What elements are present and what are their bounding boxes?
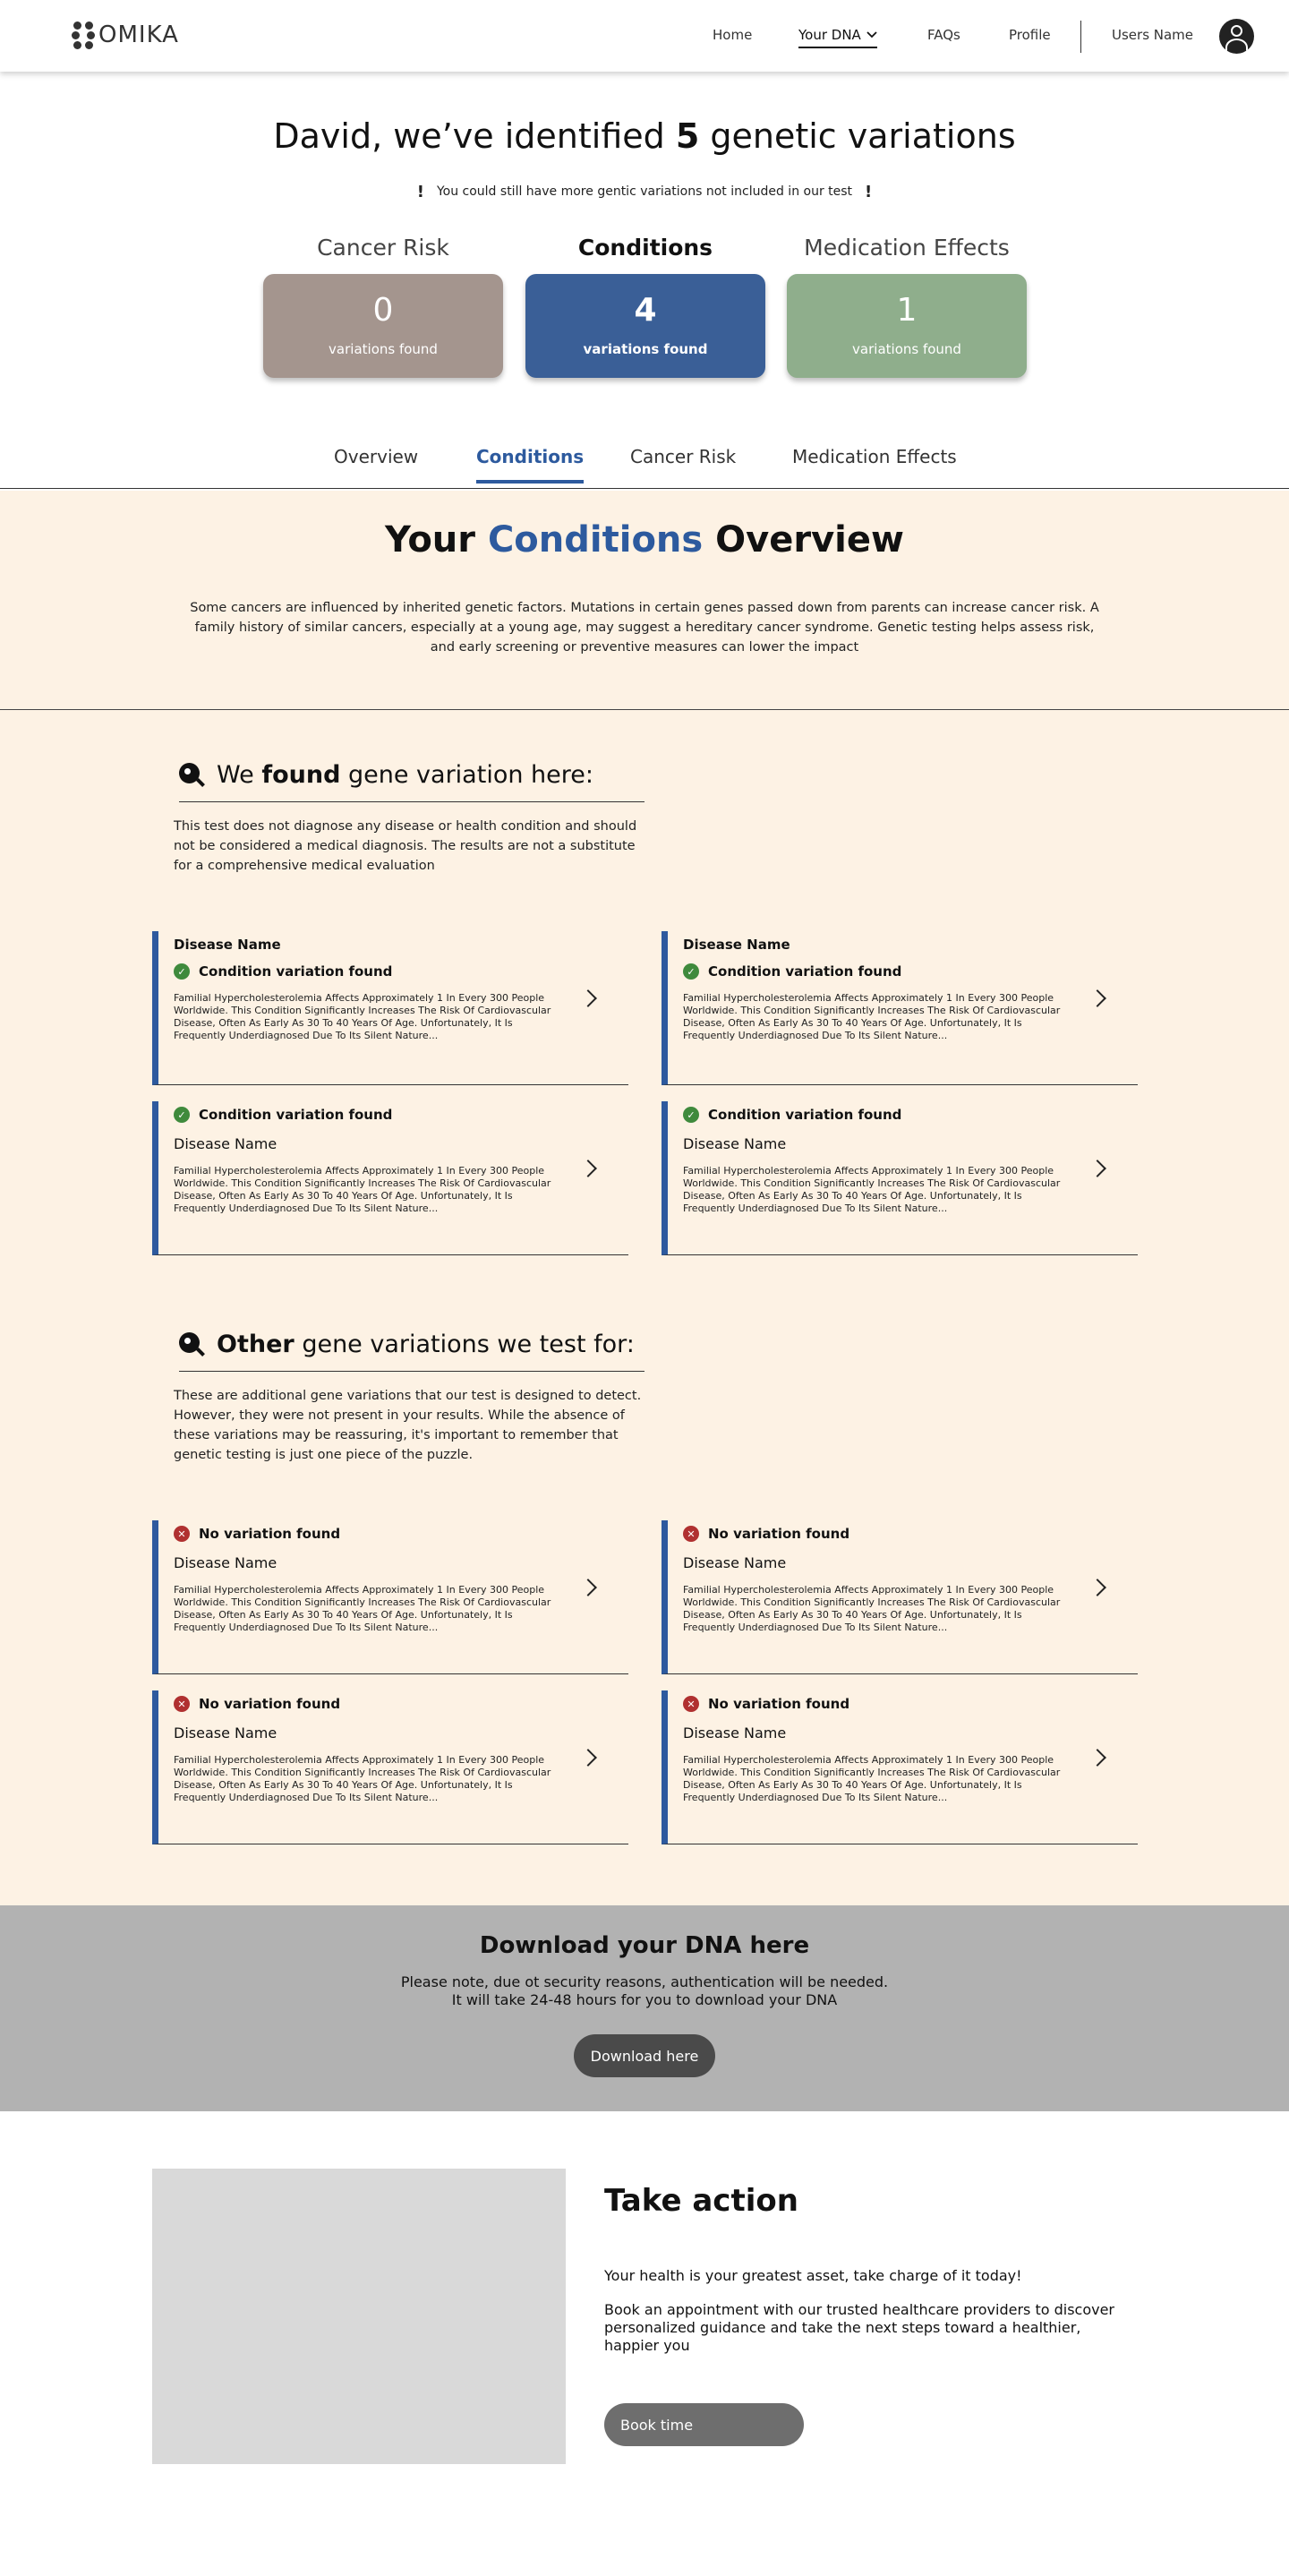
hero-note: ! You could still have more gentic variations not included in our test ! [416,183,873,201]
nav-divider [1080,21,1081,53]
condition-card[interactable] [152,1520,628,1674]
other-text: These are additional gene variations that our test is designed to detect. However, they were not present in your results. While the absence of these variations may be reassuring, it's important to remember that genetic testing is just one piece of the puzzle. [174,1389,642,1462]
nav-profile[interactable]: Profile [1009,27,1051,43]
x-circle-icon: ✕ [683,1696,699,1712]
stat-sub: variations found [583,341,708,357]
download-button[interactable]: Download here [574,2034,715,2077]
magnifier-icon [179,1332,204,1357]
chevron-down-icon [866,31,877,39]
tab-conditions[interactable]: Conditions [476,446,584,484]
card-description: Familial Hypercholesterolemia Affects Approximately 1 In Every 300 People Worldwide. This Condition Significantly Increases The Risk Of Cardiovascular Disease, Often As Early As 30 To 40 Years Of Age. Unfortunately, It Is Frequently Underdiagnosed Due To Its Silent Nature... [683,1754,1061,1803]
take-action-text: Your health is your greatest asset, take charge of it today! [604,2267,1022,2284]
page-title: David, we’ve identified 5 genetic variations [273,116,1016,156]
variation-status: ✕ No variation found [174,1696,568,1712]
stat-conditions[interactable] [525,235,765,378]
stat-value: 1 [896,292,918,329]
variation-status: ✓ Condition variation found [683,963,1077,980]
take-action-title: Take action [604,2183,798,2219]
variation-status: ✓ Condition variation found [174,1107,568,1123]
condition-card[interactable] [152,1690,628,1844]
variation-status: ✕ No variation found [683,1526,1077,1542]
x-circle-icon: ✕ [683,1526,699,1542]
disease-name: Disease Name [174,1135,277,1152]
nav-home[interactable]: Home [713,27,753,43]
logo-text: OMIKA [98,21,179,48]
nav-user-name[interactable]: Users Name [1112,27,1194,43]
magnifier-icon [179,763,204,788]
found-heading: We found gene variation here: [179,761,644,802]
stat-card [263,274,503,378]
condition-card[interactable] [662,1101,1138,1255]
stat-value: 4 [634,292,657,329]
card-description: Familial Hypercholesterolemia Affects Approximately 1 In Every 300 People Worldwide. This Condition Significantly Increases The Risk Of Cardiovascular Disease, Often As Early As 30 To 40 Years Of Age. Unfortunately, It Is Frequently Underdiagnosed Due To Its Silent Nature... [174,1165,551,1214]
check-circle-icon: ✓ [683,963,699,980]
nav-faqs[interactable]: FAQs [927,27,960,43]
nav-your-dna-label: Your DNA [798,27,861,43]
disease-name: Disease Name [683,937,790,953]
disease-name: Disease Name [174,1554,277,1571]
card-description: Familial Hypercholesterolemia Affects Approximately 1 In Every 300 People Worldwide. This Condition Significantly Increases The Risk Of Cardiovascular Disease, Often As Early As 30 To 40 Years Of Age. Unfortunately, It Is Frequently Underdiagnosed Due To Its Silent Nature... [174,1754,551,1803]
stat-label: Conditions [577,235,713,261]
other-heading: Other gene variations we test for: [179,1331,644,1372]
variation-status: ✕ No variation found [683,1696,1077,1712]
take-action-image-placeholder [152,2169,566,2464]
stat-sub: variations found [329,341,438,357]
tab-overview[interactable]: Overview [334,446,419,467]
stat-card [787,274,1027,378]
check-circle-icon: ✓ [174,963,190,980]
download-title: Download your DNA here [479,1932,810,1959]
x-circle-icon: ✕ [174,1526,190,1542]
results-tabs [0,446,1289,489]
exclamation-icon: ! [416,183,424,201]
variation-status: ✓ Condition variation found [683,1107,1077,1123]
check-circle-icon: ✓ [174,1107,190,1123]
top-navbar [0,0,1289,72]
card-description: Familial Hypercholesterolemia Affects Approximately 1 In Every 300 People Worldwide. This Condition Significantly Increases The Risk Of Cardiovascular Disease, Often As Early As 30 To 40 Years Of Age. Unfortunately, It Is Frequently Underdiagnosed Due To Its Silent Nature... [683,992,1061,1041]
overview-text: Some cancers are influenced by inherited genetic factors. Mutations in certain genes passed down from parents can increase cancer risk. A family history of similar cancers, especially at a young age, may suggest a hereditary cancer syndrome. Genetic testing helps assess risk, and early screening or preventive measures can lower the impact [190,601,1099,655]
chevron-right-icon[interactable] [1088,989,1106,1007]
chevron-right-icon[interactable] [579,1160,597,1177]
card-description: Familial Hypercholesterolemia Affects Approximately 1 In Every 300 People Worldwide. This Condition Significantly Increases The Risk Of Cardiovascular Disease, Often As Early As 30 To 40 Years Of Age. Unfortunately, It Is Frequently Underdiagnosed Due To Its Silent Nature... [174,1584,551,1633]
book-time-button[interactable]: Book time [604,2403,804,2446]
avatar-icon[interactable] [1219,19,1254,54]
variation-status: ✕ No variation found [174,1526,568,1542]
chevron-right-icon[interactable] [579,1749,597,1767]
condition-card[interactable] [662,931,1138,1085]
x-circle-icon: ✕ [174,1696,190,1712]
card-description: Familial Hypercholesterolemia Affects Approximately 1 In Every 300 People Worldwide. This Condition Significantly Increases The Risk Of Cardiovascular Disease, Often As Early As 30 To 40 Years Of Age. Unfortunately, It Is Frequently Underdiagnosed Due To Its Silent Nature... [683,1584,1061,1633]
tab-medication-effects[interactable]: Medication Effects [792,446,957,467]
card-description: Familial Hypercholesterolemia Affects Approximately 1 In Every 300 People Worldwide. This Condition Significantly Increases The Risk Of Cardiovascular Disease, Often As Early As 30 To 40 Years Of Age. Unfortunately, It Is Frequently Underdiagnosed Due To Its Silent Nature... [683,1165,1061,1214]
stat-label: Cancer Risk [317,235,449,261]
condition-card[interactable] [152,1101,628,1255]
chevron-right-icon[interactable] [579,1579,597,1596]
disease-name: Disease Name [683,1135,787,1152]
download-note: Please note, due ot security reasons, authentication will be needed. It will take 24-48 hours for you to download your DNA [400,1973,889,2008]
chevron-right-icon[interactable] [1088,1749,1106,1767]
stat-card [525,274,765,378]
disease-name: Disease Name [174,937,281,953]
nav-your-dna[interactable] [798,27,877,48]
exclamation-icon: ! [865,183,873,201]
found-disclaimer: This test does not diagnose any disease or health condition and should not be considered a medical diagnosis. The results are not a substitute for a comprehensive medical evaluation [174,819,637,873]
take-action-text: Book an appointment with our trusted healthcare providers to discover personalized guidance and take the next steps toward a healthier, happier you [604,2301,1114,2354]
condition-card[interactable] [152,931,628,1085]
overview-title: Your Conditions Overview [385,519,904,561]
variation-status: ✓ Condition variation found [174,963,568,980]
disease-name: Disease Name [683,1724,787,1742]
condition-card[interactable] [662,1690,1138,1844]
omika-logo[interactable] [72,20,179,50]
disease-name: Disease Name [683,1554,787,1571]
chevron-right-icon[interactable] [579,989,597,1007]
stat-medication-effects[interactable] [787,235,1027,378]
section-divider [0,709,1289,710]
check-circle-icon: ✓ [683,1107,699,1123]
dna-logo-icon [72,20,95,50]
condition-card[interactable] [662,1520,1138,1674]
disease-name: Disease Name [174,1724,277,1742]
stat-value: 0 [372,292,394,329]
chevron-right-icon[interactable] [1088,1160,1106,1177]
chevron-right-icon[interactable] [1088,1579,1106,1596]
stat-cancer-risk[interactable] [263,235,503,378]
stat-sub: variations found [852,341,961,357]
tab-cancer-risk[interactable]: Cancer Risk [630,446,737,467]
card-description: Familial Hypercholesterolemia Affects Approximately 1 In Every 300 People Worldwide. This Condition Significantly Increases The Risk Of Cardiovascular Disease, Often As Early As 30 To 40 Years Of Age. Unfortunately, It Is Frequently Underdiagnosed Due To Its Silent Nature... [174,992,551,1041]
stat-label: Medication Effects [804,235,1010,261]
